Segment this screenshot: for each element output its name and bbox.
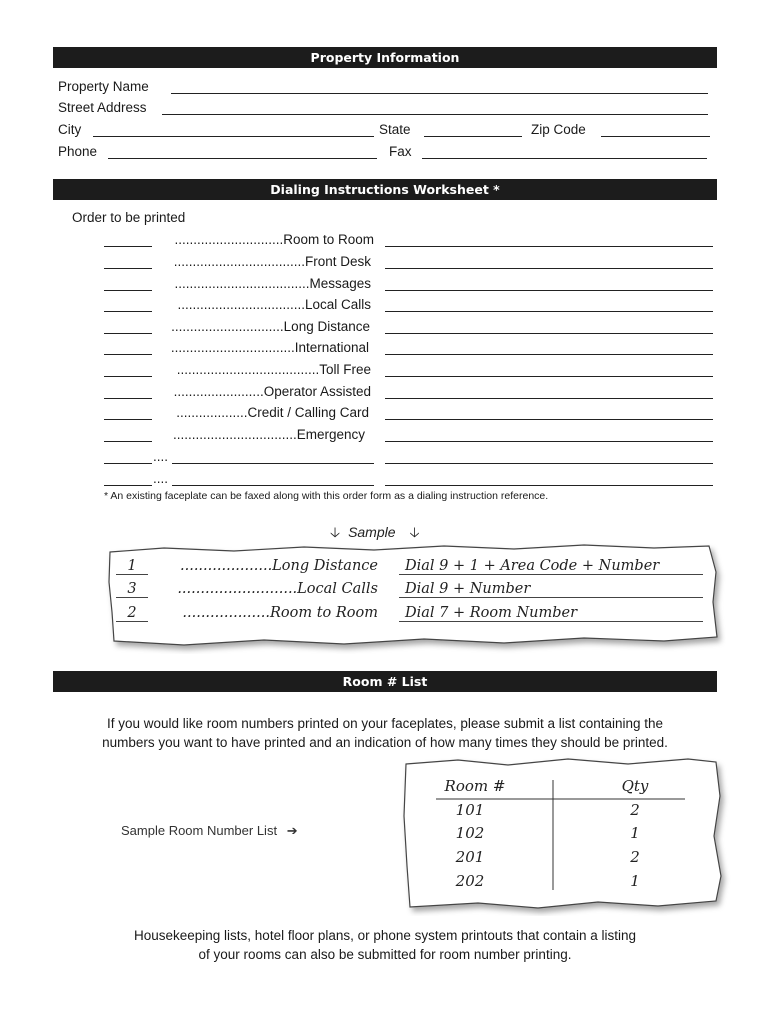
sample-row [0,558,770,578]
fax-field[interactable] [422,158,707,159]
room-number: 102 [455,824,485,842]
room-list-header: Room # List [53,671,717,692]
dialing-instruction-field[interactable] [385,333,713,334]
zip-label: Zip Code [531,122,586,137]
fax-label: Fax [389,144,412,159]
dialing-item-label: .............................Room to Room [174,232,374,247]
sample-room-list-label [121,823,298,839]
room-qty: 2 [630,801,640,819]
dialing-item-blank [0,471,770,489]
dialing-item-label: ......................................Toll Free [176,362,371,377]
sample-service-name: ...................Room to Room [182,605,378,621]
sample-instruction: Dial 9 + Number [399,581,703,598]
dialing-instruction-field[interactable] [385,376,713,377]
dialing-item [0,319,770,337]
room-qty: 2 [630,848,640,866]
order-number-field[interactable] [104,485,152,486]
dialing-instruction-field[interactable] [385,268,713,269]
arrow-down-icon: 🡣 [330,524,341,540]
zip-field[interactable] [601,136,710,137]
dialing-item [0,427,770,445]
property-info-header: Property Information [53,47,717,68]
order-number-field[interactable] [104,290,152,291]
dialing-item [0,232,770,250]
sample-room-list-text: Sample Room Number List [121,823,278,838]
dialing-item-label: ...................Credit / Calling Card [176,405,369,420]
arrow-down-icon: 🡣 [409,524,420,540]
phone-field[interactable] [108,158,377,159]
order-number-field[interactable] [104,419,152,420]
room-number: 101 [455,801,485,819]
sample-instruction: Dial 9 + 1 + Area Code + Number [399,558,703,575]
dialing-instruction-field[interactable] [385,441,713,442]
arrow-right-icon: ➔ [286,823,298,838]
dialing-item [0,276,770,294]
room-list-intro: If you would like room numbers printed on your faceplates, please submit a list containing the numbers you want to have printed and an indication of how many times they should be printed. [102,716,668,750]
dialing-item [0,340,770,358]
city-label: City [58,122,82,137]
property-name-label: Property Name [58,79,149,94]
order-number-field[interactable] [104,333,152,334]
property-name-field[interactable] [171,93,708,94]
dialing-item-label: ..............................Long Distance [171,319,370,334]
dialing-header: Dialing Instructions Worksheet * [53,179,717,200]
order-number-field[interactable] [104,268,152,269]
room-column-header: Room # [444,777,506,795]
street-address-field[interactable] [162,114,708,115]
room-number: 202 [455,872,485,890]
order-number-field[interactable] [104,354,152,355]
street-address-row [58,100,718,118]
sample-row [0,581,770,601]
sample-label: Sample [348,524,396,540]
state-label: State [379,122,411,137]
order-label: Order to be printed [72,210,186,225]
dialing-instruction-field[interactable] [385,419,713,420]
dialing-instruction-field[interactable] [385,398,713,399]
street-address-label: Street Address [58,100,147,115]
dialing-item [0,362,770,380]
sample-service-name: ....................Long Distance [180,558,378,574]
sample-order-number: 1 [116,558,148,575]
dialing-instruction-field[interactable] [385,354,713,355]
dialing-item-prefix: .... [153,471,169,486]
dialing-instruction-field[interactable] [385,290,713,291]
sample-order-number: 3 [116,581,148,598]
room-qty: 1 [630,872,640,890]
order-number-field[interactable] [104,311,152,312]
order-number-field[interactable] [104,441,152,442]
sample-row [0,605,770,625]
state-field[interactable] [424,136,522,137]
order-number-field[interactable] [104,246,152,247]
dialing-item-label: ........................Operator Assisted [173,384,371,399]
dialing-instruction-field[interactable] [385,311,713,312]
sample-instruction: Dial 7 + Room Number [399,605,703,622]
room-qty: 1 [630,824,640,842]
dialing-instruction-field[interactable] [385,485,713,486]
dialing-item-label: ...................................Front Desk [173,254,371,269]
room-list-footer: Housekeeping lists, hotel floor plans, or phone system printouts that contain a listing of your rooms can also be submitted for room number printing. [133,928,637,962]
order-number-field[interactable] [104,398,152,399]
property-name-row [58,79,718,97]
phone-fax-row [58,144,718,162]
room-number: 201 [455,848,485,866]
dialing-item [0,297,770,315]
phone-label: Phone [58,144,98,159]
dialing-item-label: .................................International [170,340,369,355]
dialing-instruction-field[interactable] [385,463,713,464]
footnote: * An existing faceplate can be faxed along with this order form as a dialing instruction reference. [104,490,549,502]
dialing-item-label: ..................................Local Calls [177,297,371,312]
order-number-field[interactable] [104,463,152,464]
dialing-item [0,384,770,402]
city-state-zip-row [58,122,718,140]
sample-order-number: 2 [116,605,148,622]
dialing-item-prefix: .... [153,449,169,464]
order-number-field[interactable] [104,376,152,377]
custom-name-field[interactable] [172,463,374,464]
sample-service-name: ..........................Local Calls [177,581,378,597]
dialing-item-label: .................................Emergency [172,427,365,442]
dialing-item-blank [0,449,770,467]
dialing-item-label: ....................................Messages [174,276,371,291]
dialing-item [0,254,770,272]
dialing-item [0,405,770,423]
qty-column-header: Qty [621,777,649,795]
dialing-instruction-field[interactable] [385,246,713,247]
custom-name-field[interactable] [172,485,374,486]
city-field[interactable] [93,136,374,137]
